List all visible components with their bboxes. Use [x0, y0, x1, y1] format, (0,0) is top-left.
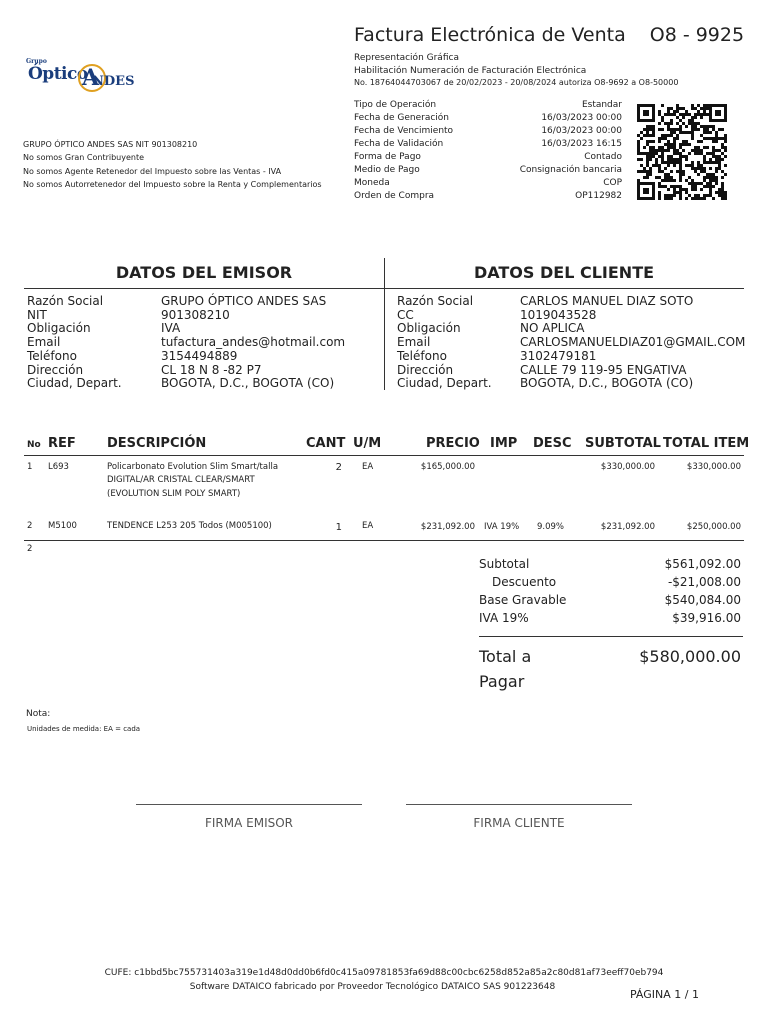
issuer-tax-notes: GRUPO ÓPTICO ANDES SAS NIT 901308210 No somos Gran Contribuyente No somos Agente Retenedor del Impuesto sobre las Ventas - IVA No somos Autorretenedor del Impuesto sobre la Renta y Complementarios [23, 140, 322, 189]
firma-emisor: FIRMA EMISOR [204, 816, 294, 830]
invoice-title: Factura Electrónica de Venta O8 - 9925 [354, 24, 745, 46]
cliente-data: Razón Social CARLOS MANUEL DIAZ SOTO CC 1019043528 Obligación NO APLICA Email CARLOSMANUELDIAZ01@GMAIL.COM Teléfono 3102479181 Dirección CALLE 79 119-95 ENGATIVA Ciudad, Depart. BOGOTA, D.C., BOGOTA (CO) [397, 294, 746, 391]
page-number: PÁGINA 1 / 1 [630, 988, 699, 1001]
emisor-title: DATOS DEL EMISOR [115, 263, 293, 282]
firma-cliente: FIRMA CLIENTE [473, 816, 565, 830]
resolution-info: Representación Gráfica Habilitación Numeración de Facturación Electrónica No. 18764044703067 de 20/02/2023 - 20/08/2024 autoriza O8-9692 a O8-50000 [354, 53, 679, 88]
section-rule [24, 288, 744, 289]
cufe: CUFE: c1bbd5bc755731403a319e1d48d0dd0b6fd0c415a09781853fa69d88c00cbc6258d852a85a2c80d81af73eeff70eb794 [104, 968, 664, 978]
nota-text: Unidades de medida: EA = cada [27, 725, 141, 733]
cliente-title: DATOS DEL CLIENTE [473, 263, 655, 282]
totals-panel: Subtotal $561,092.00 Descuento -$21,008.00 Base Gravable $540,084.00 IVA 19% $39,916.00 [479, 557, 741, 625]
software-info: Software DATAICO fabricado por Proveedor Tecnológico DATAICO SAS 901223648 [189, 982, 556, 992]
nota-label: Nota: [26, 709, 51, 719]
col-imp: IMP [490, 436, 518, 451]
invoice-number: O8 - 9925 [649, 24, 745, 46]
qr-code [636, 103, 728, 201]
emisor-data: Razón Social GRUPO ÓPTICO ANDES SAS NIT 901308210 Obligación IVA Email tufactura_andes@hotmail.com Teléfono 3154494889 Dirección CL 18 N 8 -82 P7 Ciudad, Depart. BOGOTA, D.C., BOGOTA (CO) [27, 294, 346, 391]
company-logo: Grupo Óptico A NDES [26, 58, 135, 91]
col-desc-pct: DESC [533, 436, 572, 451]
col-precio: PRECIO [426, 436, 480, 451]
section-divider [384, 258, 385, 390]
item-count: 2 [27, 544, 33, 554]
col-um: U/M [353, 436, 382, 451]
col-cant: CANT [306, 436, 346, 451]
total-label: Total a Pagar [479, 647, 532, 691]
total-amount: $580,000.00 [639, 647, 741, 666]
col-subtotal: SUBTOTAL [585, 436, 661, 451]
col-total: TOTAL ITEM [663, 436, 750, 451]
col-no: No [27, 440, 41, 450]
invoice-info: Tipo de Operación Estandar Fecha de Generación 16/03/2023 00:00 Fecha de Vencimiento 16/03/2023 00:00 Fecha de Validación 16/03/2023 16:15 Forma de Pago Contado Medio de Pago Consignación bancaria Moneda COP Orden de Compra OP112982 [354, 100, 622, 201]
col-desc: DESCRIPCIÓN [107, 436, 207, 451]
col-ref: REF [48, 436, 76, 451]
